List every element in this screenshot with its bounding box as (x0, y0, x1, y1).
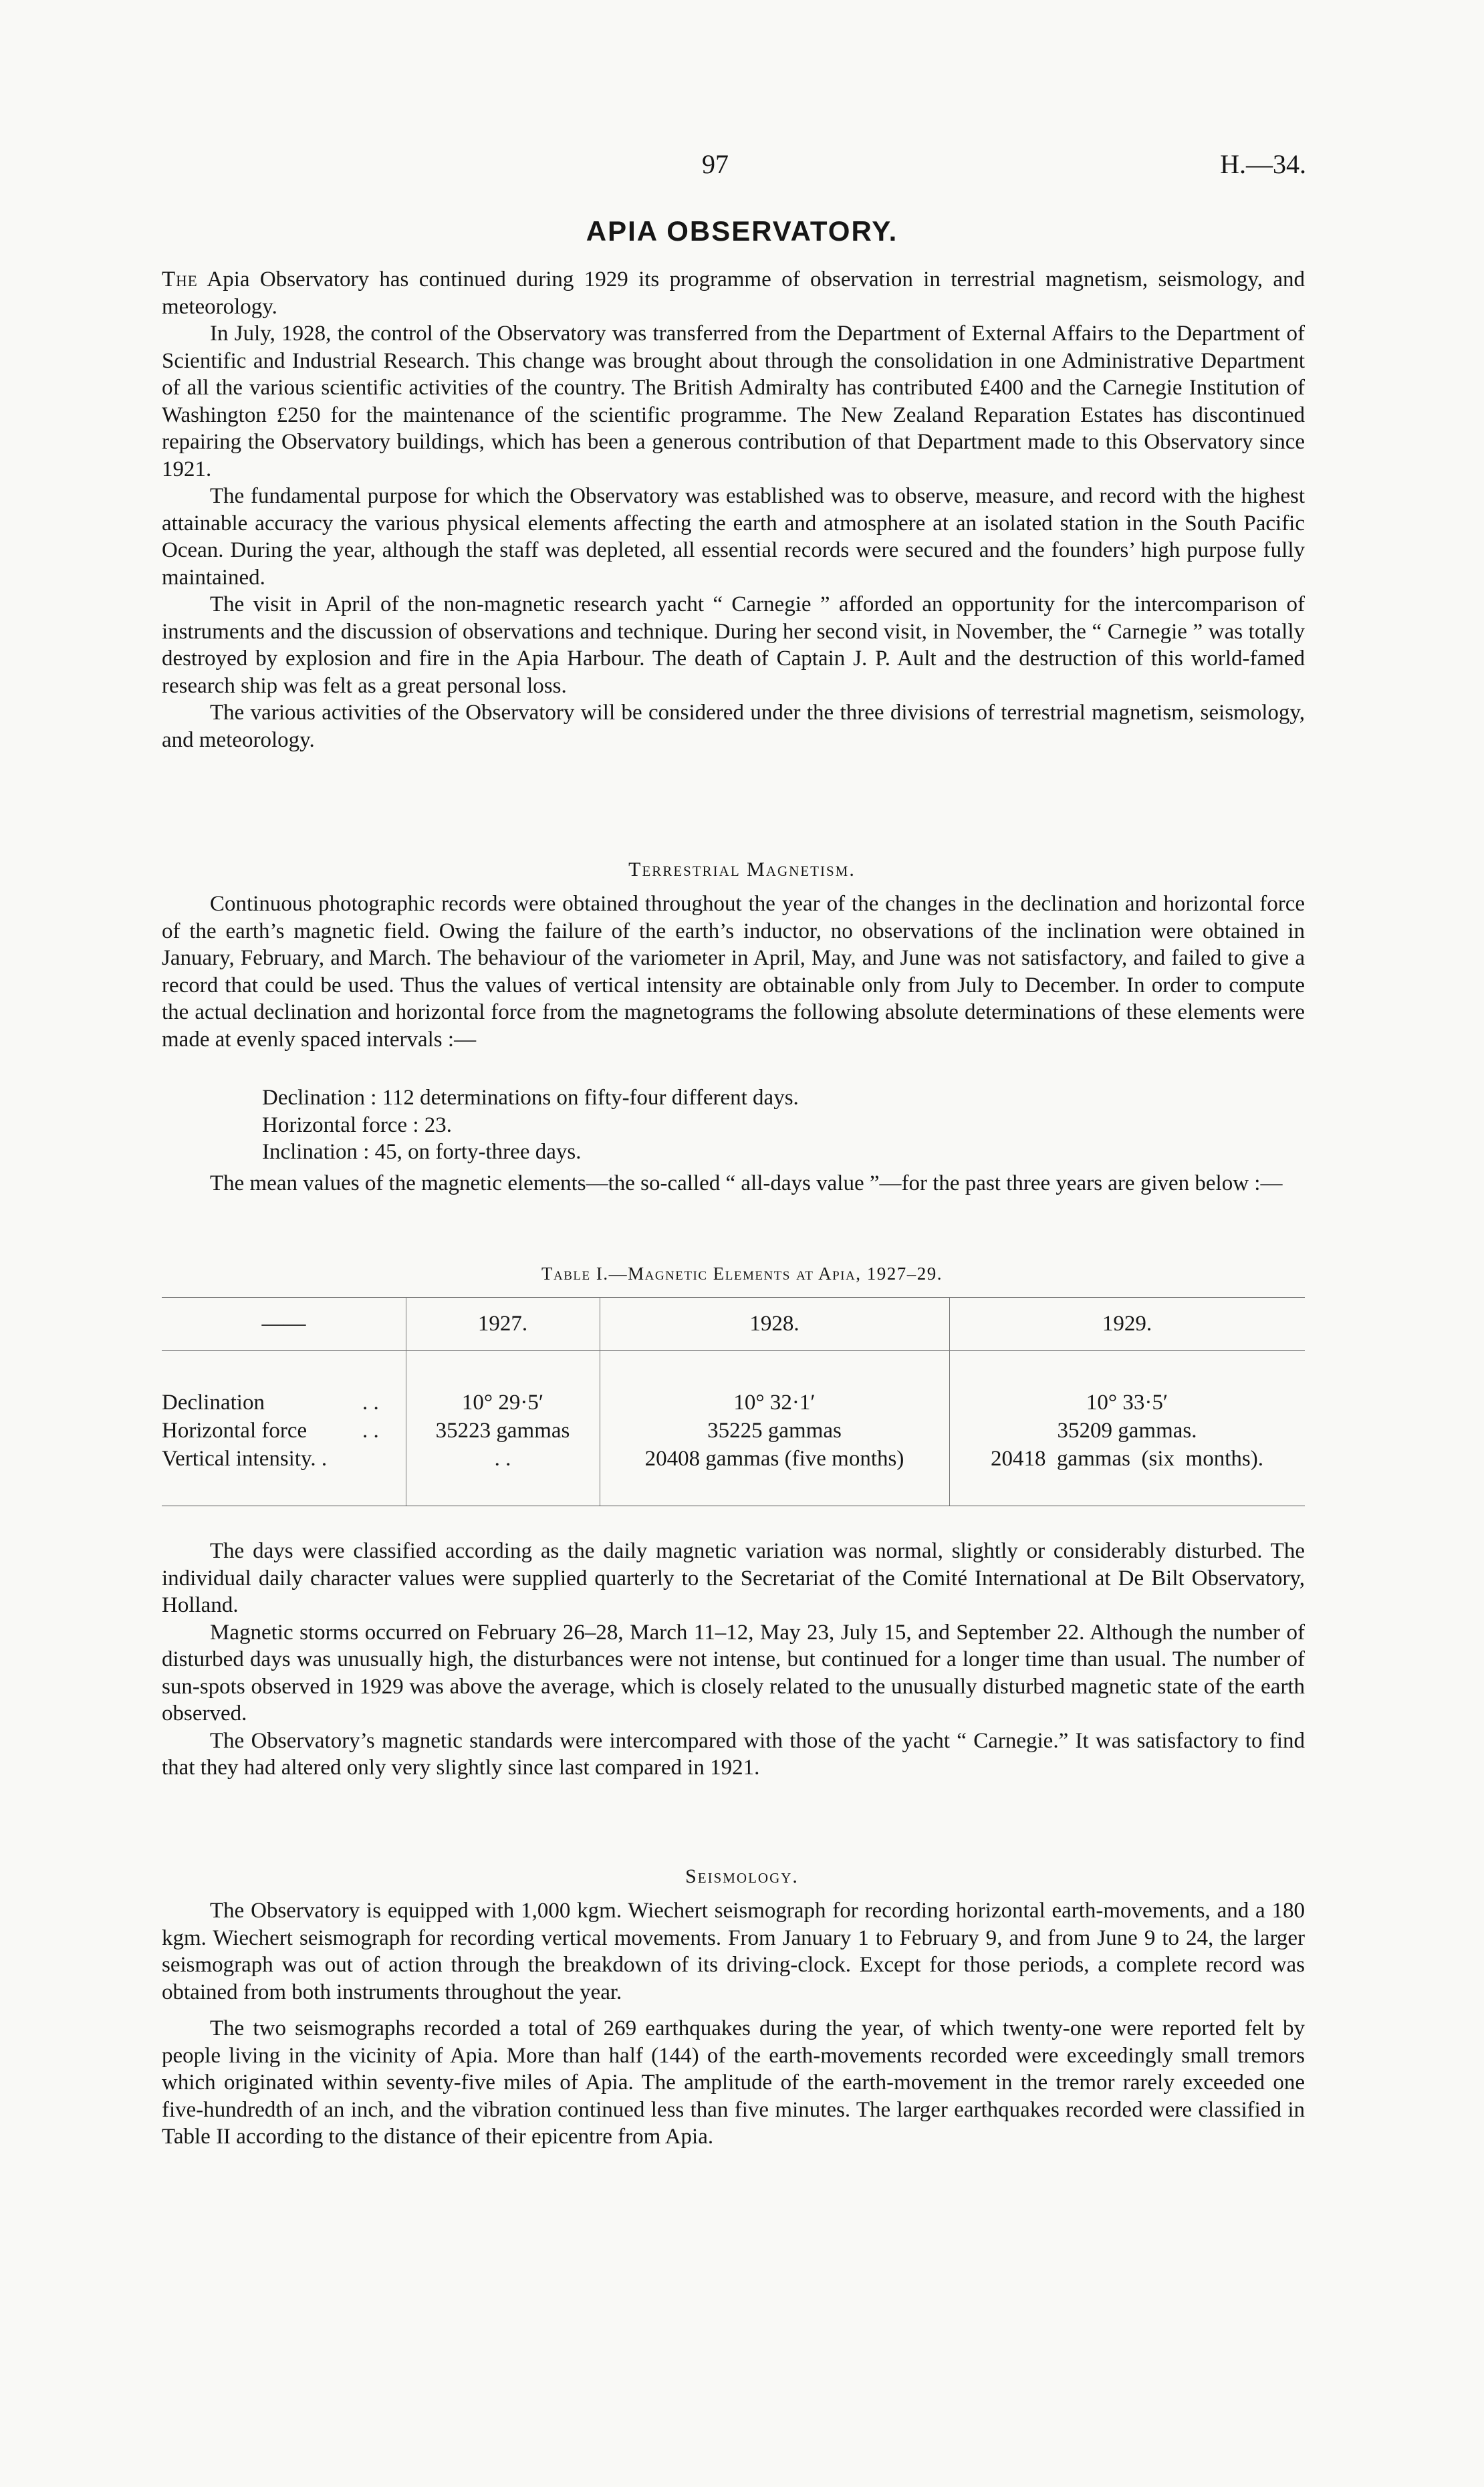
magnetism-paragraph-1: Continuous photographic records were obtained throughout the year of the changes in the declination and horizontal force of the earth’s magnetic field. Owing the failure of the earth’s inductor, no observations of the inclination were obtained in January, February, and March. The behaviour of the variometer in April, May, and June was not satisfactory, and failed to give a record that could be used. Thus the values of vertical intensity are obtainable only from July to December. In order to compute the actual declination and horizontal force from the magnetograms the following absolute determinations of these elements were made at evenly spaced intervals :— (162, 892, 1305, 1052)
table-rule-top (162, 1297, 1305, 1298)
section-heading-seismology (0, 1865, 1484, 1888)
magnetism-mean-values (162, 1170, 1305, 1197)
table-rule-header (162, 1350, 1305, 1351)
list-item: Inclination : 45, on forty-three days. (262, 1140, 582, 1164)
intro-paragraph-5: The various activities of the Observatory will be considered under the three divisions of terrestrial magnetism, seismology, and meteorology. (162, 701, 1305, 752)
magnetic-elements-table (162, 1297, 1305, 1511)
table-header-1929: 1929. (1102, 1312, 1152, 1336)
section-heading-magnetism-text: Terrestrial Magnetism. (628, 858, 856, 880)
list-item: Declination : 112 determinations on fifty-four different days. (262, 1086, 799, 1110)
magnetism-paragraph-3: The days were classified according as the daily magnetic variation was normal, slightly or considerably disturbed. The individual daily character values were supplied quarterly to the Secretariat of the Comité International at De Bilt Observatory, Holland. (162, 1539, 1305, 1617)
magnetism-paragraph-4: Magnetic storms occurred on February 26–28, March 11–12, May 23, July 15, and September 22. Although the number of disturbed days was unusually high, the disturbances were not intense, but continued for a longer time than usual. The number of sun-spots observed in 1929 was above the average, which is closely related to the unusually disturbed magnetic state of the earth observed. (162, 1620, 1305, 1726)
table-row-dots: . . (362, 1391, 379, 1415)
section-heading-seismology-text: Seismology. (685, 1865, 799, 1887)
table-header-1927: 1927. (477, 1312, 528, 1336)
intro-paragraph-4: The visit in April of the non-magnetic research yacht “ Carnegie ” afforded an opportunity for the intercomparison of instruments and the discussion of observations and technique. During her second visit, in November, the “ Carnegie ” was totally destroyed by explosion and fire in the Apia Harbour. The death of Captain J. P. Ault and the destruction of this world-famed research ship was felt as a great personal loss. (162, 592, 1305, 698)
magnetism-paragraph-5: The Observatory’s magnetic standards were intercompared with those of the yacht “ Carnegie.” It was satisfactory to find that they had altered only very slightly since last compared in 1921. (162, 1728, 1305, 1780)
table-caption: Table I.—Magnetic Elements at Apia, 1927–29. (541, 1264, 943, 1284)
table-cell: 35225 gammas (707, 1419, 842, 1443)
table-row-label: Horizontal force (162, 1419, 307, 1443)
table-cell: 10° 32·1′ (733, 1391, 816, 1415)
table-row-label: Declination (162, 1391, 265, 1415)
table-cell: 20408 gammas (five months) (644, 1447, 904, 1471)
page-number: 97 (702, 149, 729, 179)
determinations-list (262, 1084, 799, 1166)
magnetism-paragraph-2: The mean values of the magnetic elements—the so-called “ all-days value ”—for the past three years are given below :— (210, 1171, 1283, 1195)
intro-lead-word: The (162, 267, 198, 291)
table-row-dots: . . (362, 1419, 379, 1443)
magnetism-intro (162, 891, 1305, 1053)
table-cell: 35209 gammas. (1057, 1419, 1197, 1443)
table-cell: 20418 gammas (six months). (991, 1447, 1263, 1471)
seismology-section (162, 1897, 1305, 2151)
document-reference: H.—34. (1220, 149, 1306, 179)
table-cell: 35223 gammas (435, 1419, 570, 1443)
table-corner-cell: —— (261, 1312, 306, 1336)
seismology-paragraph-1: The Observatory is equipped with 1,000 kgm. Wiechert seismograph for recording horizontal earth-movements, and a 180 kgm. Wiechert seismograph for recording vertical movements. From January 1 to February 9, and from June 9 to 24, the larger seismograph was out of action through the breakdown of its driving-clock. Except for those periods, a complete record was obtained from both instruments throughout the year. (162, 1899, 1305, 2004)
intro-paragraph-1 (162, 266, 1305, 320)
table-cell: 10° 33·5′ (1086, 1391, 1168, 1415)
magnetism-classification (162, 1538, 1305, 1782)
section-heading-magnetism (0, 858, 1484, 881)
table-header-1928: 1928. (749, 1312, 799, 1336)
list-item: Horizontal force : 23. (262, 1112, 453, 1137)
intro-paragraph-3: The fundamental purpose for which the Observatory was established was to observe, measure, and record with the highest attainable accuracy the various physical elements affecting the earth and atmosphere at an isolated station in the South Pacific Ocean. During the year, although the staff was depleted, all essential records were secured and the founders’ high purpose fully maintained. (162, 484, 1305, 590)
table-cell: . . (494, 1447, 511, 1471)
intro-paragraph-2: In July, 1928, the control of the Observatory was transferred from the Department of External Affairs to the Department of Scientific and Industrial Research. This change was brought about through the consolidation in one Administrative Department of all the various scientific activities of the country. The British Admiralty has contributed £400 and the Carnegie Institution of Washington £250 for the maintenance of the scientific programme. The New Zealand Reparation Estates has discontinued repairing the Observatory buildings, which has been a generous contribution of that Department made to this Observatory since 1921. (162, 322, 1305, 481)
intro-paragraph-1-text: Apia Observatory has continued during 1929 its programme of observation in terrestrial magnetism, seismology, and meteorology. (162, 267, 1305, 319)
table-row-label: Vertical intensity. . (162, 1447, 328, 1471)
page-title: APIA OBSERVATORY. (586, 215, 898, 247)
intro-section (162, 266, 1305, 753)
table-cell: 10° 29·5′ (461, 1391, 544, 1415)
seismology-paragraph-2: The two seismographs recorded a total of 269 earthquakes during the year, of which twenty-one were reported felt by people living in the vicinity of Apia. More than half (144) of the earth-movements recorded were exceedingly small tremors which originated within seventy-five miles of Apia. The amplitude of the earth-movement in the tremor rarely exceeded one five-hundredth of an inch, and the vibration continued less than five minutes. The larger earthquakes recorded were classified in Table II according to the distance of their epicentre from Apia. (162, 2016, 1305, 2149)
